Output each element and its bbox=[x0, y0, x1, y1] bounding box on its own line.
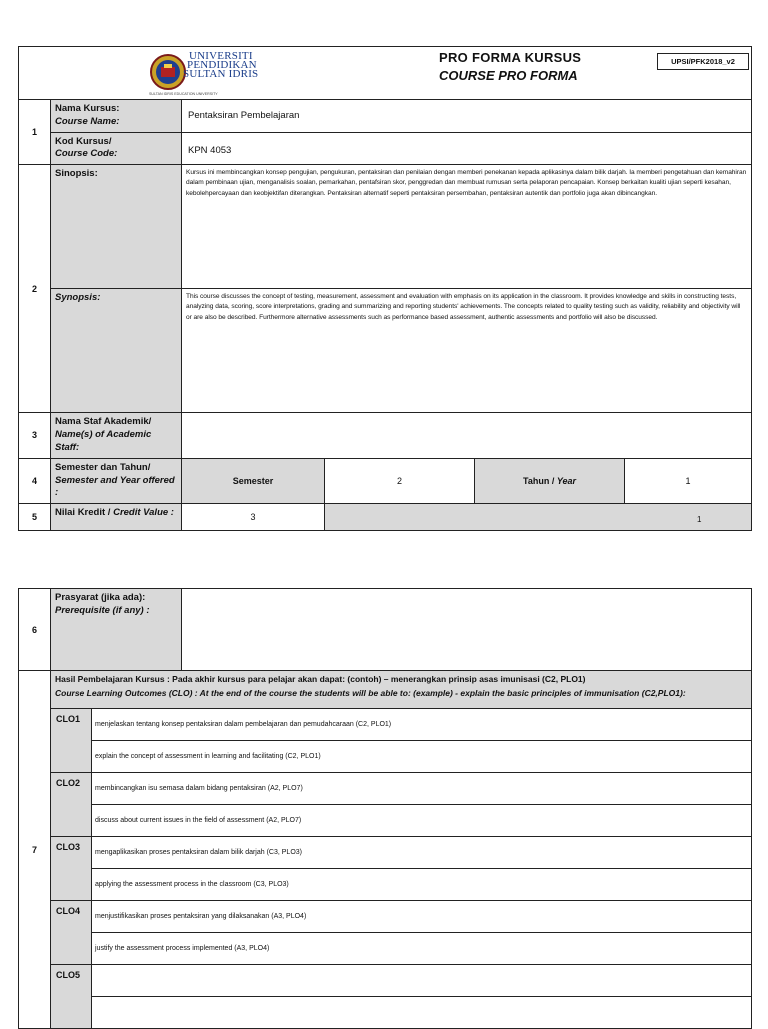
clo-id: CLO5 bbox=[51, 965, 92, 1029]
clo-text-ms: membincangkan isu semasa dalam bidang pentaksiran (A2, PLO7) bbox=[92, 773, 752, 805]
course-code-value: KPN 4053 bbox=[182, 132, 752, 165]
clo-text-en: explain the concept of assessment in learning and facilitating (C2, PLO1) bbox=[92, 741, 752, 773]
academic-staff-label-en: Name(s) of Academic Staff: bbox=[55, 429, 152, 453]
logo-subtitle: SULTAN IDRIS EDUCATION UNIVERSITY bbox=[149, 92, 218, 96]
row-number: 7 bbox=[19, 671, 51, 1029]
year-value: 1 bbox=[625, 458, 752, 503]
prerequisite-value bbox=[182, 589, 752, 671]
course-name-label bbox=[51, 100, 182, 133]
academic-staff-label-ms: Nama Staf Akademik/ bbox=[55, 416, 152, 428]
academic-staff-label bbox=[51, 413, 182, 458]
credit-value-label bbox=[51, 504, 182, 531]
logo-line2: PENDIDIKAN bbox=[187, 59, 257, 71]
clo-header-ms: Hasil Pembelajaran Kursus : Pada akhir kursus para pelajar akan dapat: (contoh) – menerangkan prinsip asas imunisasi (C2, PLO1) bbox=[55, 674, 586, 684]
row-number: 6 bbox=[19, 589, 51, 671]
sinopsis-text: Kursus ini membincangkan konsep pengujian, pengukuran, pentaksiran dan penilaian dengan memberi penekanan kepada aplikasinya dalam bilik darjah. Ia memberi pengetahuan dan kemahiran dalam pembinaan ujian, menganalisis soalan, pemarkahan, pentafsiran skor, penggredan dan membuat rumusan serta pelaporan pencapaian. Konsep berkaitan kualiti ujian seperti kesahan, kebolehpercayaan dan keobjektifan diterangkan. Pentaksiran alternatif seperti pentaksiran persembahan, pentaksiran autentik dan portfolio juga akan dibincangkan. bbox=[182, 165, 752, 289]
clo-id: CLO3 bbox=[51, 837, 92, 901]
clo-id: CLO2 bbox=[51, 773, 92, 837]
row-number: 4 bbox=[19, 458, 51, 503]
synopsis-label: Synopsis: bbox=[51, 289, 182, 413]
title-ms: PRO FORMA KURSUS bbox=[439, 50, 582, 65]
clo-text-en: justify the assessment process implemented (A3, PLO4) bbox=[92, 933, 752, 965]
clo-text-en: discuss about current issues in the field of assessment (A2, PLO7) bbox=[92, 805, 752, 837]
course-name-value: Pentaksiran Pembelajaran bbox=[182, 100, 752, 133]
prerequisite-label-en: Prerequisite (if any) : bbox=[55, 604, 150, 616]
academic-staff-value bbox=[182, 413, 752, 458]
course-code-label bbox=[51, 132, 182, 165]
logo-line1: UNIVERSITI bbox=[189, 50, 253, 62]
credit-value-label-en: Credit Value : bbox=[113, 507, 174, 519]
course-code-label-en: Course Code: bbox=[55, 148, 118, 160]
page-number: 1 bbox=[697, 515, 702, 524]
proforma-table-page2 bbox=[18, 588, 752, 1029]
row-number: 2 bbox=[19, 165, 51, 413]
header-cell bbox=[19, 47, 752, 100]
clo-id: CLO1 bbox=[51, 709, 92, 773]
clo-header-en: Course Learning Outcomes (CLO) : At the end of the course the students will be able to: (example) - explain the basic principles of immunisation (C2,PLO1): bbox=[55, 688, 686, 699]
semester-year-label-en: Semester and Year offered : bbox=[55, 474, 175, 499]
year-label-ms: Tahun / bbox=[522, 475, 557, 486]
synopsis-text: This course discusses the concept of testing, measurement, assessment and evaluation with emphasis on its application in the classroom. It provides knowledge and skills in constructing tests, analyzing data, scoring, score interpretations, grading and summarizing and reporting students' achievements. The concepts related to quality testing such as validity, reliability and objectivity will or are also be described. Furthermore alternative assessments such as performance based assessment, authentic assessments and portfolio will also be discussed. bbox=[182, 289, 752, 413]
clo-text-ms bbox=[92, 965, 752, 997]
document-code: UPSI/PFK2018_v2 bbox=[657, 53, 749, 70]
sinopsis-label: Sinopsis: bbox=[51, 165, 182, 289]
clo-text-ms: mengaplikasikan proses pentaksiran dalam bilik darjah (C3, PLO3) bbox=[92, 837, 752, 869]
proforma-table-page1 bbox=[18, 46, 752, 531]
credit-filler bbox=[325, 504, 752, 531]
course-name-label-en: Course Name: bbox=[55, 115, 120, 127]
prerequisite-label-ms: Prasyarat (jika ada): bbox=[55, 592, 146, 603]
semester-year-label bbox=[51, 458, 182, 503]
prerequisite-label bbox=[51, 589, 182, 671]
clo-text-ms: menjustifikasikan proses pentaksiran yang dilaksanakan (A3, PLO4) bbox=[92, 901, 752, 933]
university-logo bbox=[149, 50, 279, 98]
course-code-label-ms: Kod Kursus/ bbox=[55, 135, 112, 147]
clo-header bbox=[51, 671, 752, 709]
semester-value: 2 bbox=[325, 458, 475, 503]
credit-value: 3 bbox=[182, 504, 325, 531]
title-en: COURSE PRO FORMA bbox=[439, 68, 578, 83]
year-label bbox=[475, 458, 625, 503]
year-label-en: Year bbox=[556, 475, 577, 486]
row-number: 5 bbox=[19, 504, 51, 531]
clo-text-en: applying the assessment process in the classroom (C3, PLO3) bbox=[92, 869, 752, 901]
course-name-label-ms: Nama Kursus: bbox=[55, 103, 120, 114]
row-number: 3 bbox=[19, 413, 51, 458]
semester-label: Semester bbox=[182, 458, 325, 503]
clo-text-ms: menjelaskan tentang konsep pentaksiran dalam pembelajaran dan pemudahcaraan (C2, PLO1) bbox=[92, 709, 752, 741]
crest-icon bbox=[149, 52, 187, 92]
semester-year-label-ms: Semester dan Tahun/ bbox=[55, 461, 151, 473]
row-number: 1 bbox=[19, 100, 51, 165]
logo-line3: SULTAN IDRIS bbox=[183, 68, 259, 80]
clo-id: CLO4 bbox=[51, 901, 92, 965]
credit-value-label-ms: Nilai Kredit / bbox=[55, 507, 114, 519]
